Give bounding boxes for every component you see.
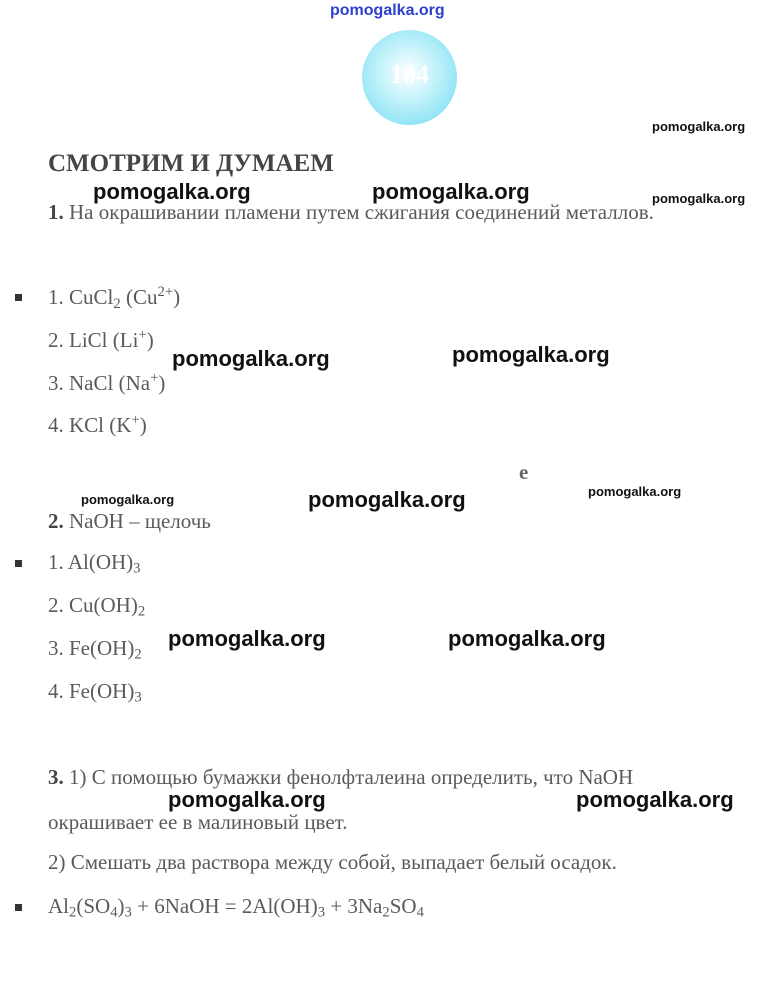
watermark: pomogalka.org: [652, 191, 746, 206]
watermark: pomogalka.org: [452, 342, 610, 367]
task1-statement: [48, 200, 654, 225]
task2-item: 1. $Al(OH)_3$: [48, 550, 141, 577]
watermark: pomogalka.org: [168, 787, 326, 812]
task3-number: 3.: [48, 765, 64, 789]
watermark: pomogalka.org: [81, 492, 175, 507]
watermark: pomogalka.org: [93, 179, 251, 204]
task1-number: 1.: [48, 200, 64, 224]
task1-text: На окрашивании пламени путем сжигания соединений металлов.: [69, 200, 654, 224]
task1-item: 3. NaCl (Na+): [48, 370, 166, 396]
task2-text: NaOH – щелочь: [69, 509, 211, 533]
watermark-top: pomogalka.org: [330, 2, 445, 19]
task3-line2: окрашивает ее в малиновый цвет.: [48, 810, 348, 834]
task2-item: 3. $Fe(OH)_2$: [48, 636, 142, 663]
watermark: pomogalka.org: [576, 787, 734, 812]
chemical-equation: $Al_2(SO_4)_3$ + 6NaOH = $2Al(OH)_3 + 3Na_2SO_4$: [48, 894, 424, 921]
stray-letter: e: [519, 460, 529, 484]
task3-line1: 3. 1) С помощью бумажки фенолфталеина определить, что NaOH: [48, 765, 634, 789]
task2-number: 2.: [48, 509, 64, 533]
bullet: [15, 294, 22, 301]
task2-statement: [48, 509, 211, 534]
watermark: pomogalka.org: [588, 484, 682, 499]
watermark: pomogalka.org: [372, 179, 530, 204]
watermark: pomogalka.org: [448, 626, 606, 651]
task3-line3: 2) Смешать два раствора между собой, выпадает белый осадок.: [48, 850, 617, 874]
page-number: 104: [390, 60, 429, 89]
task2-item: 4. $Fe(OH)_3$: [48, 679, 142, 706]
task2-item: 2. $Cu(OH)_2$: [48, 593, 146, 620]
watermark: pomogalka.org: [172, 346, 330, 371]
section-heading: СМОТРИМ И ДУМАЕМ: [48, 150, 334, 177]
task1-item: 1. CuCl$_2$ $(Cu^{2+})$: [48, 284, 181, 312]
watermark: pomogalka.org: [308, 487, 466, 512]
bullet: [15, 904, 22, 911]
bullet: [15, 560, 22, 567]
task1-item: 2. LiCl (Li+): [48, 327, 154, 353]
watermark: pomogalka.org: [652, 119, 746, 134]
task1-item: 4. KCl (K+): [48, 412, 147, 438]
watermark: pomogalka.org: [168, 626, 326, 651]
